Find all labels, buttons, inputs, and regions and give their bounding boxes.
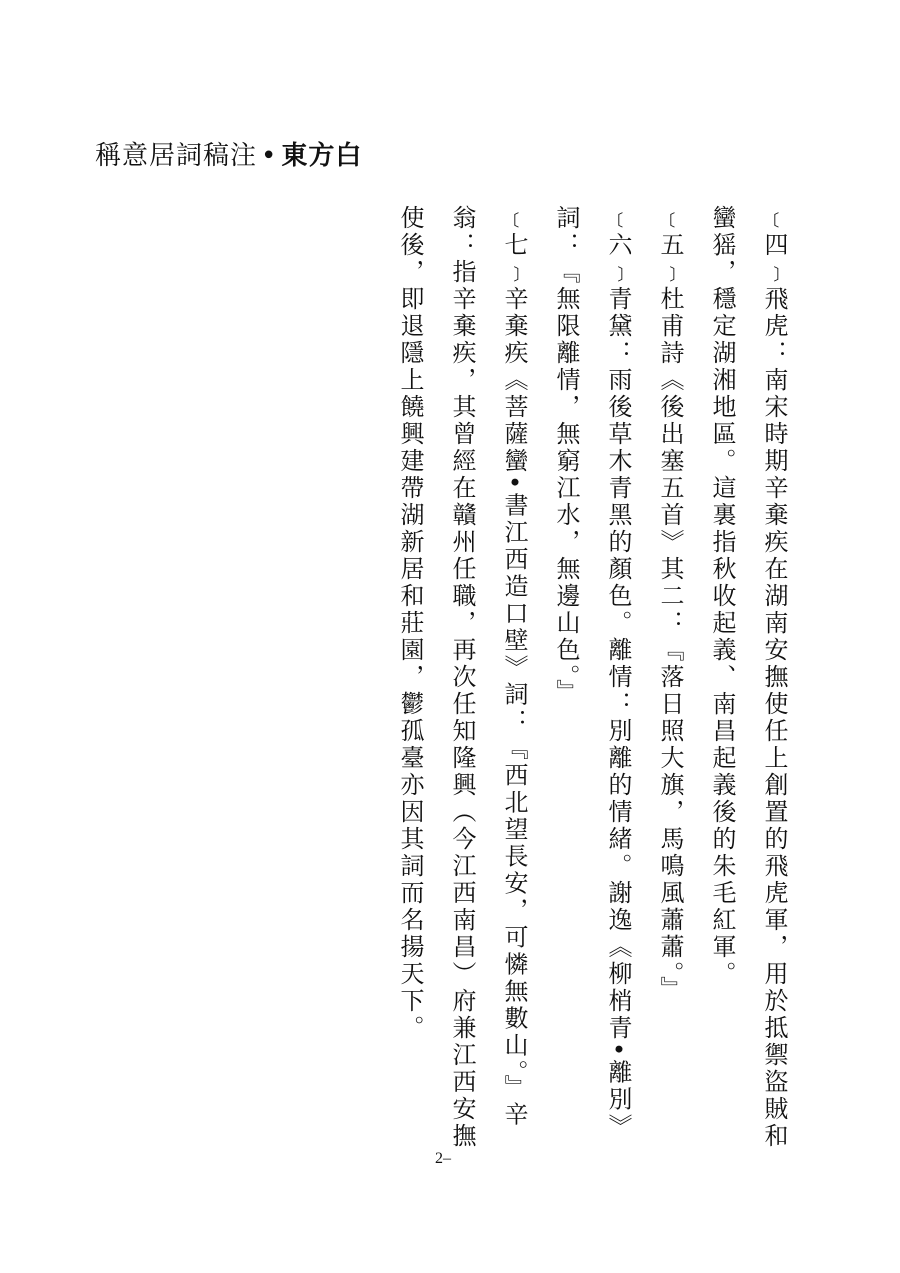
note-6: ﹝六﹞青黛：雨後草木青黑的顏色。離情：別離的情緒。謝逸《柳梢青•離別》詞：『無限離情，無窮江水，無邊山色。』 (552, 205, 632, 1141)
author-name: 東方白 (281, 141, 363, 171)
title-separator: • (261, 141, 278, 171)
page-number: 2– (435, 1150, 451, 1167)
running-header (95, 138, 362, 174)
note-7: ﹝七﹞辛棄疾《菩薩蠻•書江西造口壁》詞：『西北望長安，可憐無數山。』辛翁：指辛棄疾，其曾經在贛州任職，再次任知隆興（今江西南昌）府兼江西安撫使後，即退隱上饒興建帶湖新居和莊園，鬱孤臺亦因其詞而名揚天下。 (396, 205, 528, 1150)
book-title: 稱意居詞稿注 (95, 141, 258, 171)
annotation-notes (330, 205, 800, 1165)
note-4: ﹝四﹞飛虎：南宋時期辛棄疾在湖南安撫使任上創置的飛虎軍，用於抵禦盜賊和蠻猺，穩定湖湘地區。這裏指秋收起義、南昌起義後的朱毛紅軍。 (708, 205, 788, 1150)
note-5: ﹝五﹞杜甫詩《後出塞五首》其二：『落日照大旗，馬鳴風蕭蕭。』 (656, 205, 684, 1003)
